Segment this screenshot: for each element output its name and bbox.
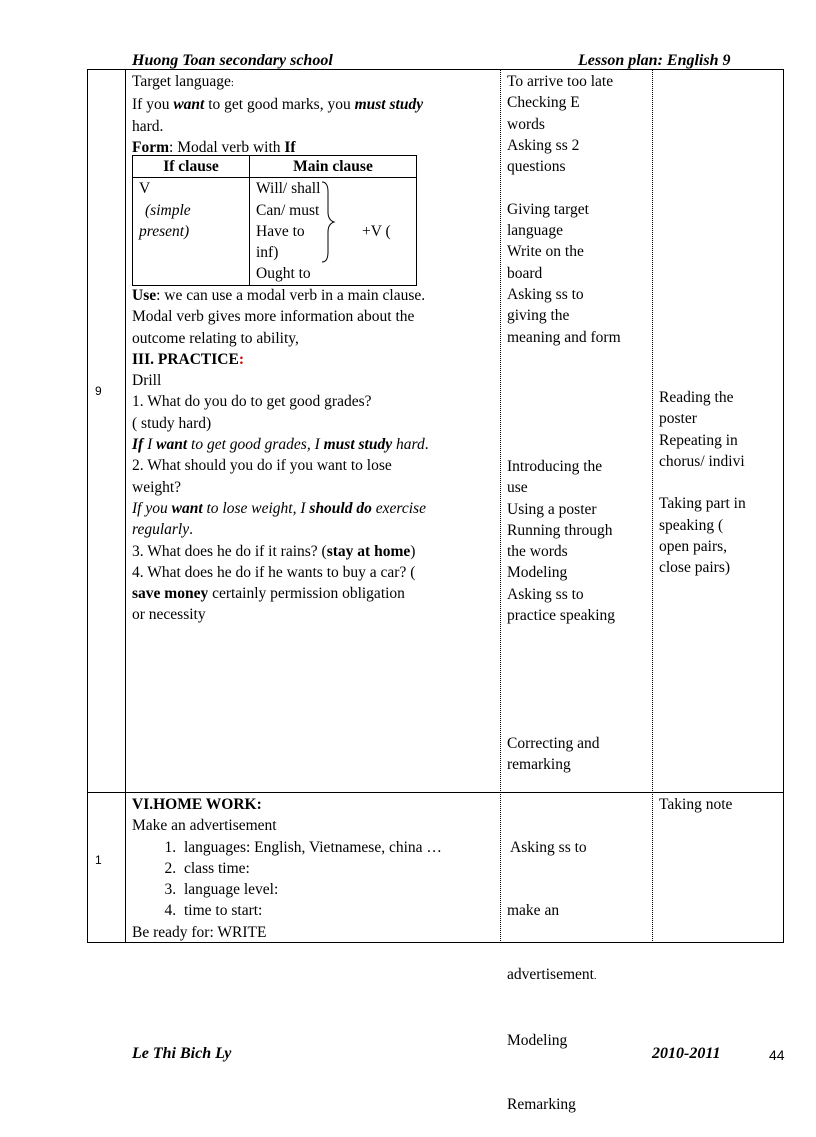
question-4: 4. What does he do if he wants to buy a car? (	[132, 563, 416, 581]
question-1: 1. What do you do to get good grades?	[132, 393, 372, 411]
practice-heading: III. PRACTICE:	[132, 350, 244, 368]
main-clause-cell: Will/ shall Can/ must Have to inf) Ought to +V (	[250, 178, 417, 285]
row1-student-activities: Reading the poster Repeating in chorus/ indivi Taking part in speaking ( open pairs, close pairs)	[659, 389, 746, 577]
form-line: Form: Modal verb with If	[132, 138, 296, 156]
use-section: Use: we can use a modal verb in a main clause. Modal verb gives more information about the outcome relating to ability, III. PRACTICE: Drill 1. What do you do to get good grades? ( study hard) If I want to get good grades, I must study hard. 2. What should you do if you want to lose weight? If you want to lose weight, I should do exercise regularly. 3. What does he do if it rains? (stay at home) 4. What does he do if he wants to buy a car? ( save money certainly permission obligation or necessity	[132, 287, 429, 624]
row2-student-activities: Taking note	[659, 796, 733, 813]
question-3: 3. What does he do if it rains? (stay at home)	[132, 542, 416, 560]
row2-content: VI.HOME WORK: Make an advertisement 1. languages: English, Vietnamese, china … 2. class time: 3. language level: 4. time to start: Be ready for: WRITE	[132, 794, 442, 943]
question-2: 2. What should you do if you want to lose	[132, 457, 392, 475]
row2-time: 1	[95, 853, 102, 867]
homework-title: VI.HOME WORK:	[132, 796, 262, 813]
row1-content: Target language: If you want to get good marks, you must study hard. Form: Modal verb with If	[132, 71, 423, 158]
author-name: Le Thi Bich Ly	[132, 1045, 232, 1062]
main-clause-header: Main clause	[250, 156, 417, 178]
list-item: 2. class time:	[180, 858, 442, 879]
row1-time: 9	[95, 384, 102, 398]
list-item: 4. time to start:	[180, 900, 442, 921]
school-name: Huong Toan secondary school	[132, 52, 333, 69]
homework-list	[132, 837, 442, 922]
plus-v: +V (	[362, 223, 391, 241]
form-table	[132, 155, 417, 286]
row2-teacher-activities: Asking ss to make an advertisement. Modeling Remarking	[507, 838, 597, 1114]
lesson-plan-title: Lesson plan: English 9	[578, 52, 731, 69]
if-clause-cell: V (simple present)	[133, 178, 250, 285]
target-language-line: Target language:	[132, 73, 234, 90]
list-item: 1. languages: English, Vietnamese, china …	[180, 837, 442, 858]
curly-brace-icon	[320, 180, 336, 264]
list-item: 3. language level:	[180, 879, 442, 900]
answer-2: If you want to lose weight, I should do exercise	[132, 499, 426, 517]
answer-1: If I want to get good grades, I must study hard.	[132, 436, 429, 454]
page-number: 44	[769, 1047, 785, 1063]
row1-teacher-activities-2: Introducing the use Using a poster Running through the words Modeling Asking ss to practice speaking	[507, 458, 616, 625]
school-year: 2010-2011	[652, 1045, 721, 1062]
example-sentence: If you want to get good marks, you must study	[132, 96, 424, 114]
if-clause-header: If clause	[133, 156, 250, 178]
row1-teacher-activities: To arrive too late Checking E words Asking ss 2 questions Giving target language Write on the board Asking ss to giving the meaning and form	[507, 73, 621, 346]
row1-teacher-activities-3: Correcting and remarking	[507, 735, 600, 774]
